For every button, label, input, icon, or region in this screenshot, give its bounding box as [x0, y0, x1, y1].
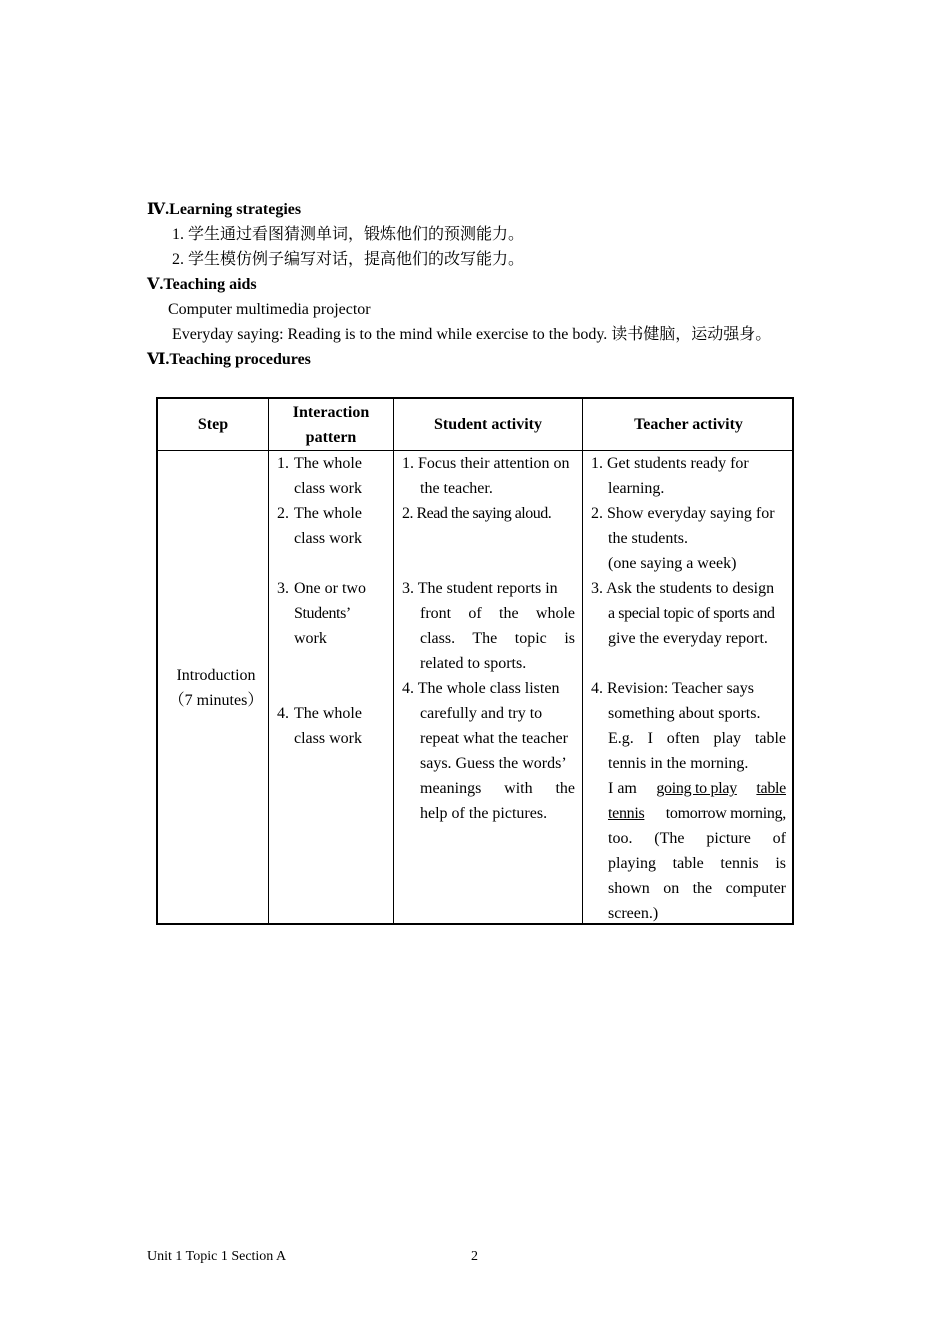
student-activity-line: class. The topic is	[420, 630, 575, 647]
teacher-activity-line: something about sports.	[608, 705, 761, 722]
page-number: 2	[471, 1249, 478, 1264]
section-iv-title: Learning strategies	[169, 201, 302, 218]
student-activity-line: 4. The whole class listen	[402, 680, 560, 697]
item-number: 2.	[277, 505, 289, 522]
student-activity-line: 3. The student reports in	[402, 580, 558, 597]
teacher-activity-line: give the everyday report.	[608, 630, 768, 647]
footer-section-label: Unit 1 Topic 1 Section A	[147, 1249, 287, 1264]
header-interaction-line2: pattern	[305, 429, 357, 446]
student-activity-line: carefully and try to	[420, 705, 543, 722]
teacher-activity-cell	[591, 451, 786, 926]
teacher-activity-line	[591, 801, 786, 826]
header-interaction-line1: Interaction	[292, 404, 370, 421]
section-v-heading	[147, 275, 257, 295]
student-activity-line: says. Guess the words’	[420, 755, 567, 772]
item-text: work	[294, 630, 327, 647]
item-text: Students’	[294, 605, 351, 622]
item-text: One or two	[294, 580, 366, 597]
teacher-activity-line: E.g. I often play table	[608, 730, 786, 747]
strategy-item-2: 2. 学生模仿例子编写对话，提高他们的改写能力。	[172, 251, 525, 268]
item-text: class work	[294, 730, 362, 747]
teacher-activity-line: screen.)	[608, 905, 659, 922]
teacher-activity-line: 4. Revision: Teacher says	[591, 680, 754, 697]
interaction-item	[277, 576, 366, 651]
item-text: The whole	[294, 705, 362, 722]
section-vi-numeral: Ⅵ.	[147, 351, 170, 368]
teacher-activity-line: playing table tennis is	[608, 855, 786, 872]
teacher-activity-line: 2. Show everyday saying for	[591, 505, 775, 522]
student-activity-line: front of the whole	[420, 605, 575, 622]
everyday-saying: Everyday saying: Reading is to the mind while exercise to the body. 读书健脑，运动强身。	[172, 326, 772, 343]
strategy-item-1: 1. 学生通过看图猜测单词，锻炼他们的预测能力。	[172, 226, 525, 243]
student-activity-line: 2. Read the saying aloud.	[402, 505, 552, 522]
item-text: The whole	[294, 505, 362, 522]
student-activity-line: help of the pictures.	[420, 805, 548, 822]
text-run: I am	[608, 780, 637, 797]
column-divider	[268, 399, 269, 923]
section-iv-numeral: Ⅳ.	[147, 201, 170, 218]
item-number: 1.	[277, 455, 289, 472]
header-student-activity: Student activity	[434, 416, 542, 433]
section-v-title: Teaching aids	[163, 276, 257, 293]
item-text: The whole	[294, 455, 362, 472]
item-number: 3.	[277, 580, 289, 597]
section-vi-heading	[147, 350, 311, 370]
item-text: class work	[294, 480, 362, 497]
column-divider	[393, 399, 394, 923]
teacher-activity-line: (one saying a week)	[608, 555, 737, 572]
step-name: Introduction	[176, 667, 256, 684]
teacher-activity-line: shown on the computer	[608, 880, 786, 897]
student-activity-line: 1. Focus their attention on	[402, 455, 570, 472]
interaction-item	[277, 451, 362, 501]
student-activity-line: related to sports.	[420, 655, 527, 672]
step-duration: （7 minutes）	[168, 692, 264, 709]
section-v-numeral: Ⅴ.	[147, 276, 164, 293]
interaction-item	[277, 701, 362, 751]
teacher-activity-line: a special topic of sports and	[608, 605, 775, 622]
step-cell	[158, 663, 274, 713]
teacher-activity-line: the students.	[608, 530, 688, 547]
section-iv-heading	[147, 200, 301, 220]
teacher-activity-line	[591, 776, 786, 801]
underlined-phrase: tennis	[608, 805, 645, 822]
item-text: class work	[294, 530, 362, 547]
text-run: tomorrow morning,	[665, 805, 786, 822]
header-teacher-activity: Teacher activity	[634, 416, 743, 433]
procedures-table	[156, 397, 794, 925]
header-step: Step	[197, 416, 229, 433]
interaction-item	[277, 501, 362, 551]
header-interaction	[269, 400, 393, 450]
item-number: 4.	[277, 705, 289, 722]
teacher-activity-line: learning.	[608, 480, 665, 497]
student-activity-line: meanings with the	[420, 780, 575, 797]
student-activity-cell	[402, 451, 575, 826]
teacher-activity-line: 3. Ask the students to design	[591, 580, 775, 597]
teacher-activity-line: tennis in the morning.	[608, 755, 749, 772]
teacher-activity-line: 1. Get students ready for	[591, 455, 749, 472]
student-activity-line: repeat what the teacher	[420, 730, 568, 747]
underlined-phrase: going to play	[656, 780, 737, 797]
section-vi-title: Teaching procedures	[169, 351, 311, 368]
teaching-aid-1: Computer multimedia projector	[168, 301, 371, 318]
column-divider	[582, 399, 583, 923]
teacher-activity-line: too. (The picture of	[608, 830, 786, 847]
underlined-phrase: table	[756, 780, 786, 797]
student-activity-line: the teacher.	[420, 480, 493, 497]
